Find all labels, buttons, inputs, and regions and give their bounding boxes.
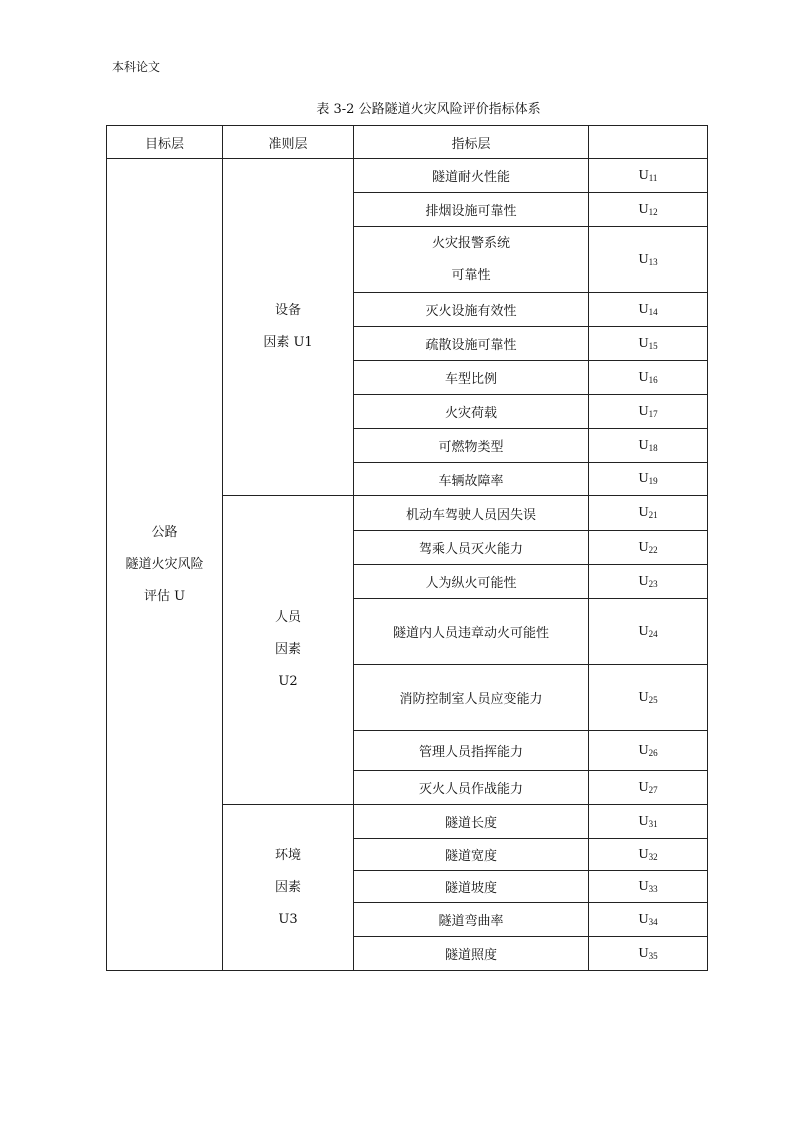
indicator-code-cell [589, 159, 708, 193]
indicator-code-subscript: 32 [648, 851, 658, 862]
target-layer-cell-line: 评估 U [143, 588, 186, 604]
indicator-code-cell [589, 227, 708, 293]
indicator-code-cell [589, 805, 708, 839]
indicator-code-cell [589, 599, 708, 665]
criterion-cell [223, 805, 354, 971]
indicator-code-subscript: 22 [648, 544, 658, 555]
indicator-name-cell: 火灾荷载 [354, 395, 589, 429]
indicator-name-cell: 车型比例 [354, 361, 589, 395]
indicator-name-cell: 隧道内人员违章动火可能性 [354, 599, 589, 665]
indicator-code: U [638, 335, 649, 351]
indicator-code: U [638, 201, 649, 217]
indicator-code: U [638, 742, 649, 758]
criterion-cell [223, 159, 354, 496]
criterion-cell-line: U3 [278, 911, 298, 927]
indicator-code: U [638, 846, 649, 862]
indicator-code: U [638, 813, 649, 829]
index-system-table [106, 125, 708, 971]
indicator-code-subscript: 12 [648, 206, 658, 217]
indicator-code-cell [589, 395, 708, 429]
indicator-name-cell: 排烟设施可靠性 [354, 193, 589, 227]
indicator-name-cell: 隧道耐火性能 [354, 159, 589, 193]
indicator-code: U [638, 911, 649, 927]
target-layer-cell-line: 公路 [151, 524, 178, 540]
indicator-code: U [638, 471, 649, 486]
indicator-name-cell: 车辆故障率 [354, 463, 589, 496]
criterion-cell-line: 环境 [274, 847, 301, 863]
indicator-code: U [638, 505, 649, 520]
indicator-code-cell [589, 771, 708, 805]
criterion-cell-line: 因素 [274, 879, 301, 895]
indicator-name-cell: 隧道弯曲率 [354, 903, 589, 937]
indicator-code-subscript: 24 [648, 628, 658, 639]
indicator-name-cell: 人为纵火可能性 [354, 565, 589, 599]
indicator-code: U [638, 573, 649, 589]
indicator-code-cell [589, 937, 708, 971]
indicator-name-cell: 机动车驾驶人员因失误 [354, 496, 589, 531]
table-row [107, 159, 708, 193]
indicator-code-subscript: 34 [648, 916, 658, 927]
indicator-code-cell [589, 839, 708, 871]
criterion-cell-line: 因素 [274, 642, 301, 657]
indicator-code-cell [589, 871, 708, 903]
indicator-code-cell [589, 665, 708, 731]
indicator-code: U [638, 623, 649, 639]
indicator-name-cell: 隧道坡度 [354, 871, 589, 903]
indicator-code-cell [589, 731, 708, 771]
indicator-code-cell [589, 429, 708, 463]
indicator-code: U [638, 689, 649, 705]
indicator-code-subscript: 23 [648, 578, 658, 589]
indicator-name-cell [354, 227, 589, 293]
indicator-name-cell: 隧道长度 [354, 805, 589, 839]
indicator-code: U [638, 403, 649, 419]
indicator-name-cell: 灭火人员作战能力 [354, 771, 589, 805]
indicator-code-cell [589, 496, 708, 531]
indicator-code-cell [589, 193, 708, 227]
table-header-row [107, 126, 708, 159]
indicator-code-subscript: 33 [648, 883, 658, 894]
indicator-code-subscript: 35 [648, 950, 658, 961]
indicator-code-cell [589, 565, 708, 599]
indicator-code-subscript: 18 [648, 442, 658, 453]
indicator-name-cell: 隧道宽度 [354, 839, 589, 871]
running-header: 本科论文 [112, 60, 161, 74]
column-header [589, 126, 708, 159]
indicator-name-cell-line: 火灾报警系统 [431, 235, 510, 251]
target-layer-cell [107, 159, 223, 971]
indicator-code-subscript: 26 [648, 747, 658, 758]
indicator-code: U [638, 437, 649, 453]
indicator-code-cell [589, 327, 708, 361]
indicator-name-cell-line: 可靠性 [451, 267, 491, 283]
indicator-code-subscript: 31 [648, 818, 658, 829]
indicator-code-subscript: 19 [648, 476, 658, 486]
table-caption: 表 3-2 公路隧道火灾风险评价指标体系 [316, 102, 541, 117]
indicator-code-subscript: 11 [648, 172, 658, 183]
indicator-code: U [638, 779, 649, 795]
indicator-code-cell [589, 463, 708, 496]
indicator-name-cell: 疏散设施可靠性 [354, 327, 589, 361]
indicator-code-cell [589, 903, 708, 937]
indicator-name-cell: 消防控制室人员应变能力 [354, 665, 589, 731]
indicator-name-cell: 灭火设施有效性 [354, 293, 589, 327]
indicator-code-subscript: 16 [648, 374, 658, 385]
indicator-code: U [638, 369, 649, 385]
indicator-code: U [638, 878, 649, 894]
indicator-code: U [638, 251, 649, 267]
indicator-code: U [638, 301, 649, 317]
column-header: 准则层 [223, 126, 354, 159]
criterion-cell-line: U2 [278, 674, 298, 689]
indicator-code-subscript: 25 [648, 694, 658, 705]
indicator-code: U [638, 539, 649, 555]
target-layer-cell-line: 隧道火灾风险 [125, 556, 204, 572]
indicator-code-subscript: 15 [648, 340, 658, 351]
indicator-name-cell: 驾乘人员灭火能力 [354, 531, 589, 565]
criterion-cell-line: 设备 [274, 303, 301, 318]
indicator-code-cell [589, 293, 708, 327]
criterion-cell-line: 人员 [274, 610, 301, 625]
criterion-cell-line: 因素 U1 [263, 335, 313, 350]
indicator-code-subscript: 21 [648, 510, 658, 520]
indicator-code-subscript: 27 [648, 784, 658, 795]
indicator-code-subscript: 14 [648, 306, 658, 317]
indicator-code-subscript: 17 [648, 408, 658, 419]
indicator-code-subscript: 13 [648, 256, 658, 267]
indicator-code: U [638, 945, 649, 961]
indicator-code-cell [589, 531, 708, 565]
indicator-name-cell: 隧道照度 [354, 937, 589, 971]
indicator-code-cell [589, 361, 708, 395]
indicator-name-cell: 管理人员指挥能力 [354, 731, 589, 771]
column-header: 指标层 [354, 126, 589, 159]
column-header: 目标层 [107, 126, 223, 159]
indicator-name-cell: 可燃物类型 [354, 429, 589, 463]
indicator-code: U [638, 167, 649, 183]
criterion-cell [223, 496, 354, 805]
